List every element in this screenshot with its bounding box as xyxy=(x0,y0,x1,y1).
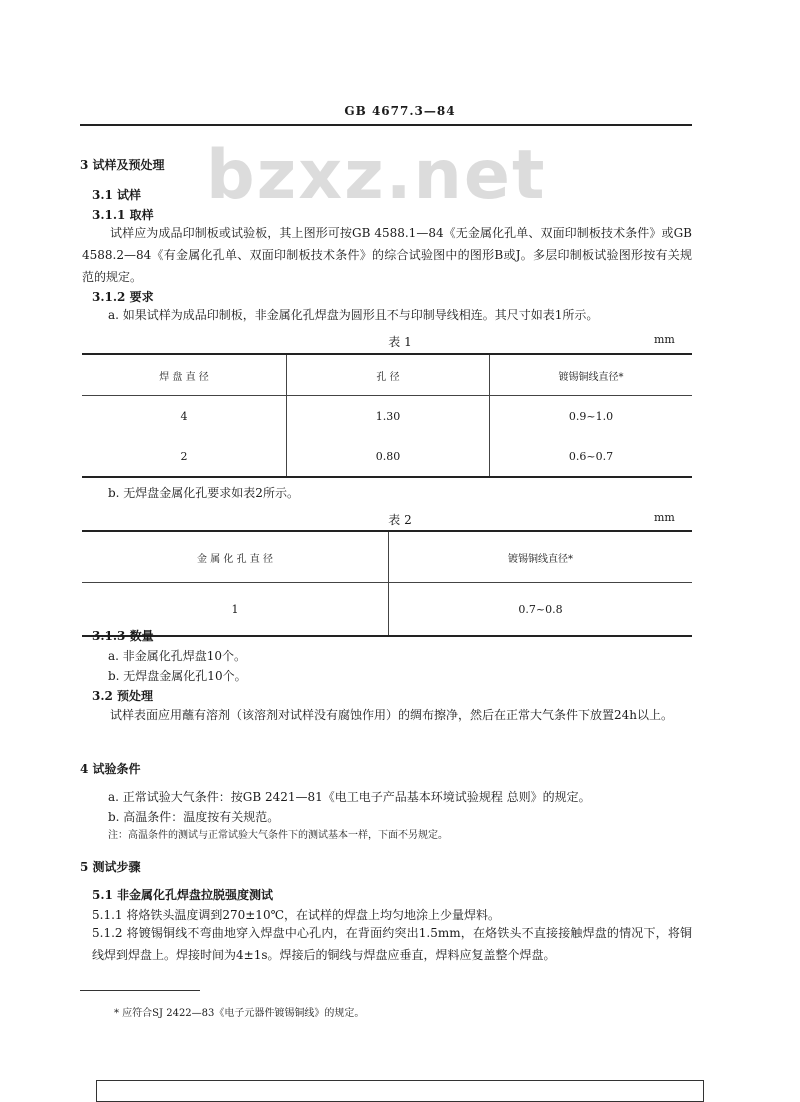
table-1-header: 焊 盘 直 径 xyxy=(82,354,287,396)
paragraph-3-1-2-b: b. 无焊盘金属化孔要求如表2所示。 xyxy=(108,486,299,500)
table-1-caption: 表 1 xyxy=(388,335,412,349)
table-1-header: 镀锡铜线直径* xyxy=(490,354,693,396)
section-3-title: 3 试样及预处理 xyxy=(80,158,165,172)
table-2-header: 镀锡铜线直径* xyxy=(389,531,693,583)
table-cell: 0.7~0.8 xyxy=(389,583,693,637)
table-1 xyxy=(82,353,692,478)
table-2-caption: 表 2 xyxy=(388,513,412,527)
paragraph-4-b: b. 高温条件：温度按有关规范。 xyxy=(108,810,280,824)
section-3-2-title: 3.2 预处理 xyxy=(92,689,154,703)
table-2-unit: mm xyxy=(654,511,675,524)
paragraph-3-1-2-a: a. 如果试样为成品印制板，非金属化孔焊盘为圆形且不与印制导线相连。其尺寸如表1所示。 xyxy=(108,308,599,322)
paragraph-3-2: 试样表面应用蘸有溶剂（该溶剂对试样没有腐蚀作用）的绸布擦净，然后在正常大气条件下放置24h以上。 xyxy=(110,708,674,722)
paragraph-3-1-3-a: a. 非金属化孔焊盘10个。 xyxy=(108,649,247,663)
table-row xyxy=(82,436,692,477)
page-frame-bottom xyxy=(96,1080,704,1102)
table-row xyxy=(82,583,692,637)
paragraph-5-1-2: 5.1.2 将镀锡铜线不弯曲地穿入焊盘中心孔内，在背面约突出1.5mm，在烙铁头不直接接触焊盘的情况下，将铜线焊到焊盘上。焊接时间为4±1s。焊接后的铜线与焊盘应垂直，焊料应复盖整个焊盘。 xyxy=(92,926,692,962)
footnote-rule xyxy=(80,990,200,991)
section-3-1-2-title: 3.1.2 要求 xyxy=(92,290,154,304)
table-cell: 0.6~0.7 xyxy=(490,436,693,477)
table-cell: 4 xyxy=(82,396,287,437)
table-cell: 1.30 xyxy=(287,396,490,437)
table-1-header: 孔 径 xyxy=(287,354,490,396)
note-4: 注：高温条件的测试与正常试验大气条件下的测试基本一样，下面不另规定。 xyxy=(108,830,448,841)
section-3-1-1-title: 3.1.1 取样 xyxy=(92,208,154,222)
document-header: GB 4677.3—84 xyxy=(344,104,456,118)
section-4-title: 4 试验条件 xyxy=(80,762,141,776)
table-cell: 0.80 xyxy=(287,436,490,477)
table-cell: 1 xyxy=(82,583,389,637)
section-3-1-3-title: 3.1.3 数量 xyxy=(92,629,154,643)
section-5-title: 5 测试步骤 xyxy=(80,860,141,874)
section-5-1-title: 5.1 非金属化孔焊盘拉脱强度测试 xyxy=(92,888,274,902)
watermark: bzxz.net xyxy=(206,136,547,215)
table-row xyxy=(82,396,692,437)
table-1-unit: mm xyxy=(654,333,675,346)
table-2-header: 金 属 化 孔 直 径 xyxy=(82,531,389,583)
paragraph-4-a: a. 正常试验大气条件：按GB 2421—81《电工电子产品基本环境试验规程 总则》的规定。 xyxy=(108,790,591,804)
table-cell: 0.9~1.0 xyxy=(490,396,693,437)
section-3-1-title: 3.1 试样 xyxy=(92,188,142,202)
paragraph-5-1-1: 5.1.1 将烙铁头温度调到270±10℃，在试样的焊盘上均匀地涂上少量焊料。 xyxy=(92,908,501,922)
header-rule xyxy=(80,124,692,126)
paragraph-3-1-1: 试样应为成品印制板或试验板，其上图形可按GB 4588.1—84《无金属化孔单、双面印制板技术条件》或GB 4588.2—84《有金属化孔单、双面印制板技术条件》的综合试验图中的图形B或J。多层印制板试验图形按有关规范的规定。 xyxy=(82,226,693,284)
table-cell: 2 xyxy=(82,436,287,477)
paragraph-3-1-3-b: b. 无焊盘金属化孔10个。 xyxy=(108,669,247,683)
table-2 xyxy=(82,530,692,637)
footnote: * 应符合SJ 2422—83《电子元器件镀锡铜线》的规定。 xyxy=(114,1008,365,1019)
